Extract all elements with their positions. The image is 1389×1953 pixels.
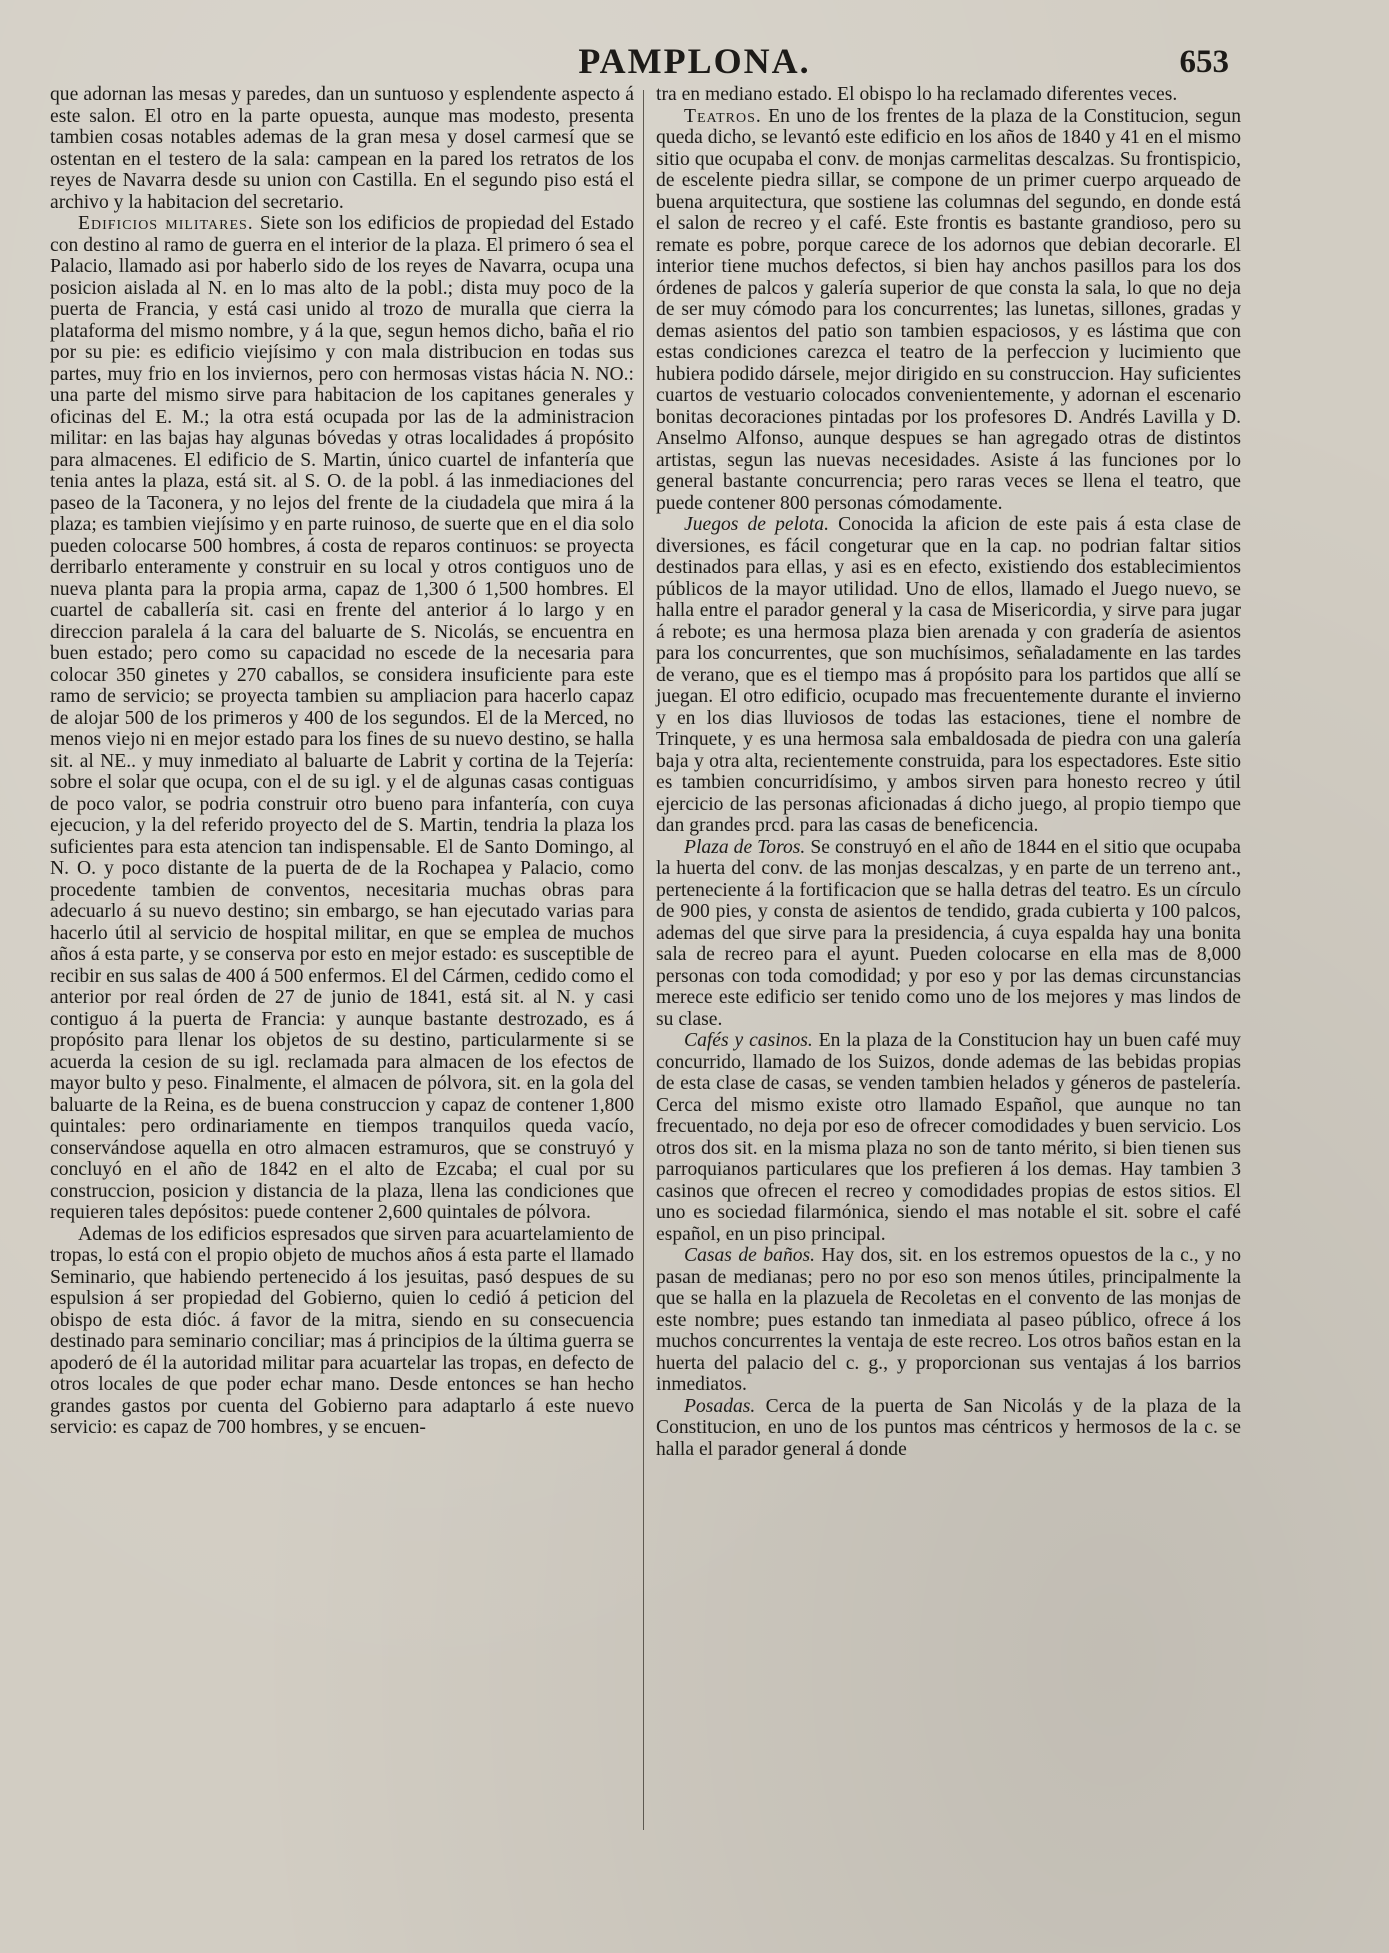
paragraph-edificios-militares (50, 213, 634, 1224)
paragraph-juegos-de-pelota (656, 514, 1241, 837)
page-number: 653 (1179, 44, 1229, 80)
section-heading: Juegos de pelota. (684, 514, 829, 535)
section-heading: Plaza de Toros. (684, 836, 806, 858)
paragraph-text: Siete son los edificios de propiedad del Estado con destino al ramo de guerra en el interior de la plaza. El primero ó sea el Palacio, llamado asi por haberlo sido de los reyes de Navarra, ocupa una posicion aislada al N. en lo mas alto de la pobl.; dista muy poco de la puerta de Francia, y está casi unido al trozo de muralla que cierra la plataforma del mismo nombre, y á la que, segun hemos dicho, baña el rio por su pie: es edificio viejísimo y con mala distribucion en todas sus partes, muy frio en los inviernos, pero con hermosas vistas hácia N. NO.: una parte del mismo sirve para habitacion de los capitanes generales y oficinas del E. M.; la otra está ocupada por las de la administracion militar: en las bajas hay algunas bóvedas y otras localidades á propósito para almacenes. El edificio de S. Martin, único cuartel de infantería que tenia antes la plaza, está sit. al S. O. de la pobl. á las inmediaciones del paseo de la Taconera, y no lejos del frente de la ciudadela que mira á la plaza; es tambien viejísimo y en parte ruinoso, de suerte que en el dia solo pueden colocarse 500 hombres, á costa de reparos continuos: se proyecta derribarlo enteramente y construir en su local y otros contiguos uno de nueva planta para la propia arma, capaz de 1,300 ó 1,500 hombres. El cuartel de caballería sit. casi en frente del anterior á lo largo y en direccion paralela á la cara del baluarte de S. Nicolás, se encuentra en buen estado; pero como su capacidad no escede de la necesaria para colocar 350 ginetes y 270 caballos, se considera insuficiente para este ramo de servicio; se proyecta tambien su ampliacion para hacerlo capaz de alojar 500 de los primeros y 400 de los segundos. El de la Merced, no menos viejo ni en mejor estado para los fines de su nuevo destino, se halla sit. al NE.. y muy inmediato al baluarte de Labrit y cortina de la Tejería: sobre el solar que ocupa, con el de su igl. y el de algunas casas contiguas de poco valor, se podria construir otro bueno para infantería, con cuya ejecucion, y la del referido proyecto del de S. Martin, tendria la plaza los suficientes para esta atencion tan indispensable. El de Santo Domingo, al N. O. y poco distante de la puerta de de la Rochapea y Palacio, como procedente tambien de conventos, necesitaria muchas obras para adecuarlo á su nuevo destino; sin embargo, se han ejecutado varias para hacerlo útil al servicio de hospital militar, en que se emplea de muchos años á esta parte, y se conserva por esto en mejor estado: es susceptible de recibir en sus salas de 400 á 500 enfermos. El del Cármen, cedido como el anterior por real órden de 27 de junio de 1841, está sit. al N. y casi contiguo á la puerta de Francia: y aunque bastante destrozado, es á propósito para llenar los objetos de su destino, particularmente si se acuerda la cesion de su igl. reclamada para almacen de los efectos de mayor bulto y peso. Finalmente, el almacen de pólvora, sit. en la gola del baluarte de la Reina, es de buena construccion y capaz de contener 1,800 quintales: pero ordinariamente en tiempos tranquilos queda vacío, conservándose aquella en otro almacen estramuros, que se construyó y concluyó en el año de 1842 en el alto de Ezcaba; el cual por su construccion, posicion y distancia de la plaza, llena las condiciones que requieren tales depósitos: puede contener 2,600 quintales de pólvora. (50, 213, 634, 1223)
section-heading: Posadas. (684, 1395, 756, 1417)
paragraph-text: En uno de los frentes de la plaza de la Constitucion, segun queda dicho, se levantó este edificio en los años de 1840 y 41 en el mismo sitio que ocupaba el conv. de monjas carmelitas descalzas. Su frontispicio, de escelente piedra sillar, se compone de un primer cuerpo arqueado de buena arquitectura, que sostiene las columnas del segundo, en donde está el salon de recreo y el café. Este frontis es bastante grandioso, pero su remate es pobre, porque carece de los adornos que debian decorarle. El interior tiene muchos defectos, si bien hay anchos pasillos para los dos órdenes de palcos y galería superior de que consta la sala, lo que no deja de ser muy cómodo para los concurrentes; las lunetas, sillones, gradas y demas asientos del patio son tambien espaciosos, y es lástima que con estas condiciones carezca el teatro de la perfeccion y lucimiento que hubiera podido dársele, mejor dirigido en su construccion. Hay suficientes cuartos de vestuario colocados convenientemente, y adornan el escenario bonitas decoraciones pintadas por los profesores D. Andrés Lavilla y D. Anselmo Alfonso, aunque despues se han agregado otras de distintos artistas, segun las nuevas necesidades. Asiste á las funciones por lo general bastante concurrencia; pero raras veces se llena el teatro, que puede contener 800 personas cómodamente. (656, 105, 1241, 514)
column-divider (643, 90, 644, 1830)
paragraph-plaza-de-toros (656, 837, 1241, 1031)
paragraph: que adornan las mesas y paredes, dan un suntuoso y esplendente aspecto á este salon. El otro en la parte opuesta, aunque mas modesto, presenta tambien cosas notables ademas de la gran mesa y dosel carmesí que se ostentan en el testero de la sala: campean en la pared los retratos de los reyes de Navarra desde su union con Castilla. En el segundo piso está el archivo y la habitacion del secretario. (50, 84, 634, 213)
paragraph-teatros (656, 106, 1241, 515)
paragraph-cafes-y-casinos (656, 1030, 1241, 1245)
paragraph-text: Se construyó en el año de 1844 en el sitio que ocupaba la huerta del conv. de las monjas descalzas, y en parte de un terreno ant., perteneciente á la fortificacion que se halla detras del teatro. Es un círculo de 900 pies, y consta de asientos de tendido, grada cubierta y 100 palcos, ademas del que sirve para la presidencia, á cuya espalda hay una bonita sala de recreo para el ayunt. Pueden colocarse en ella mas de 8,000 personas con toda comodidad; y por eso y por las demas circunstancias merece este edificio ser tenido como uno de los mejores y mas lindos de su clase. (656, 836, 1242, 1030)
paragraph-text: Hay dos, sit. en los estremos opuestos de la c., y no pasan de medianas; pero no por eso son menos útiles, principalmente la que se halla en la plazuela de Recoletas en el convento de las monjas de este nombre; pues estando tan inmediata al paseo público, ofrece á los muchos concurrentes la ventaja de este recreo. Los otros baños estan en la huerta del palacio del c. g., y proporcionan sus ventajas á los barrios inmediatos. (656, 1245, 1241, 1395)
section-heading: Teatros. (684, 105, 762, 127)
paragraph-posadas (656, 1396, 1241, 1461)
left-column (50, 84, 634, 1439)
paragraph-text: Cerca de la puerta de San Nicolás y de la plaza de la Constitucion, en uno de los puntos mas céntricos y hermosos de la c. se halla el parador general á donde (656, 1395, 1242, 1460)
paragraph: tra en mediano estado. El obispo lo ha reclamado diferentes veces. (656, 84, 1178, 105)
paragraph-text: Conocida la aficion de este pais á esta clase de diversiones, es fácil congeturar que en la cap. no podrian faltar sitios destinados para ellas, y asi es en efecto, existiendo dos establecimientos públicos de la mayor utilidad. Uno de ellos, llamado el Juego nuevo, se halla entre el parador general y la casa de Misericordia, y sirve para jugar á rebote; es una hermosa plaza bien arenada y con gradería de asientos para los concurrentes, que son muchísimos, señaladamente en las tardes de verano, que es el tiempo mas á propósito para los partidos que allí se juegan. El otro edificio, ocupado mas frecuentemente durante el invierno y en los dias lluviosos de todas las estaciones, tiene el nombre de Trinquete, y es una hermosa sala embaldosada de piedra con una galería baja y otra alta, recientemente construida, para los espectadores. Este sitio es tambien concurridísimo, y ambos sirven para honesto recreo y útil ejercicio de las personas aficionadas á dicho juego, al propio tiempo que dan grandes prcd. para las casas de beneficencia. (656, 514, 1241, 836)
section-heading: Casas de baños. (684, 1245, 816, 1266)
paragraph: Ademas de los edificios espresados que sirven para acuartelamiento de tropas, lo está con el propio objeto de muchos años á esta parte el llamado Seminario, que habiendo pertenecido á los jesuitas, pasó despues de su espulsion á ser propiedad del Gobierno, quien lo cedió á peticion del obispo de esta dióc. á favor de la mitra, siendo en su consecuencia destinado para seminario conciliar; mas á principios de la última guerra se apoderó de él la autoridad militar para acuartelar las tropas, en defecto de otros locales de que poder echar mano. Desde entonces se han hecho grandes gastos por cuenta del Gobierno para adaptarlo á este nuevo servicio: es capaz de 700 hombres, y se encuen- (50, 1223, 634, 1438)
paragraph-casas-de-banos (656, 1245, 1241, 1396)
right-column (656, 84, 1241, 1460)
running-head-title: PAMPLONA. (578, 41, 811, 81)
section-heading: Cafés y casinos. (684, 1030, 813, 1051)
paragraph-text: En la plaza de la Constitucion hay un buen café muy concurrido, llamado de los Suizos, donde ademas de las bebidas propias de esta clase de casas, se venden tambien helados y géneros de pastelería. Cerca del mismo existe otro llamado Español, que aunque no tan frecuentado, no deja por eso de ofrecer comodidades y buen servicio. Los otros dos sit. en la misma plaza no son de tanto mérito, si bien tienen sus parroquianos particulares que los prefieren á los demas. Hay tambien 3 casinos que ofrecen el recreo y comodidades propias de estos sitios. El uno es sociedad filarmónica, siendo el mas notable el sit. sobre el café español, en un piso principal. (656, 1030, 1241, 1245)
section-heading: Edificios militares. (78, 213, 254, 234)
